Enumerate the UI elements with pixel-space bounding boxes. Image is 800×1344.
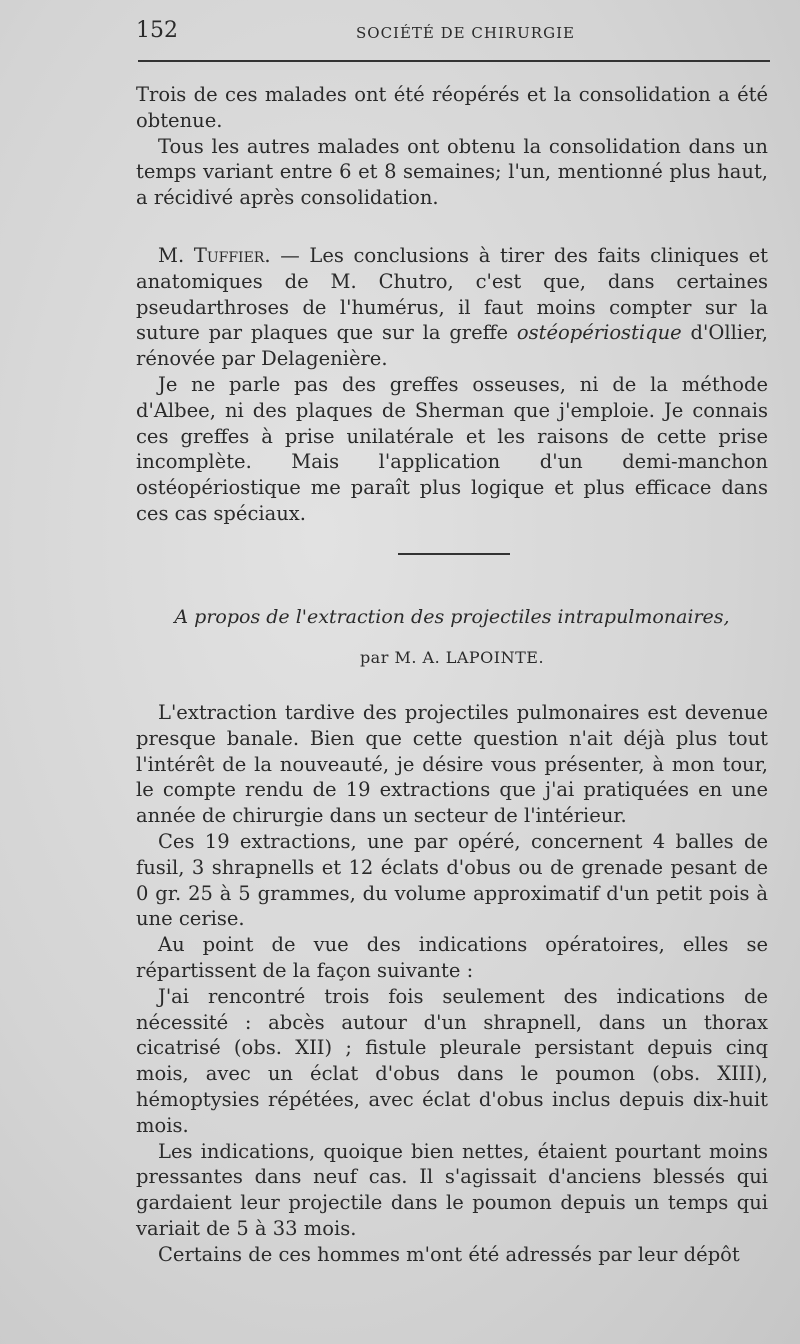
paragraph: Je ne parle pas des greffes osseuses, ni de la méthode d'Albee, ni des plaques de Sherman que j'emploie. Je connais ces greffes à prise unilatérale et les raisons de cette prise incomplète. Mais l'application d'un demi-manchon ostéopériostique me paraît plus logique et plus efficace dans ces cas spéciaux. — [136, 372, 768, 525]
paragraph: L'extraction tardive des projectiles pulmonaires est devenue presque banale. Bien que cette question n'ait déjà plus tout l'intérêt de la nouveauté, je désire vous présenter, à mon tour, le compte rendu de 19 extractions que j'ai pratiquées en une année de chirurgie dans un secteur de l'intérieur. — [136, 701, 768, 828]
paragraph: Certains de ces hommes m'ont été adressés par leur dépôt — [158, 1242, 740, 1266]
section-chutro-results — [136, 82, 768, 211]
paragraph: Tous les autres malades ont obtenu la consolidation dans un temps variant entre 6 et 8 semaines; l'un, mentionné plus haut, a récidivé après consolidation. — [136, 134, 768, 210]
paragraph: Les indications, quoique bien nettes, étaient pourtant moins pressantes dans neuf cas. Il s'agissait d'anciens blessés qui gardaient leur projectile dans le poumon depuis un temps qui variait de 5 à 33 mois. — [136, 1139, 768, 1240]
paragraph: Trois de ces malades ont été réopérés et la consolidation a été obtenue. — [136, 83, 768, 132]
paragraph — [136, 243, 768, 372]
article-title: A propos de l'extraction des projectiles intrapulmonaires, — [174, 606, 730, 628]
paragraph: J'ai rencontré trois fois seulement des indications de nécessité : abcès autour d'un shrapnell, dans un thorax cicatrisé (obs. XII) ; fistule pleurale persistant depuis cinq mois, avec un éclat d'obus dans le poumon (obs. XIII), hémoptysies répétées, avec éclat d'obus inclus depuis dix-huit mois. — [136, 984, 768, 1137]
italic-term: ostéopériostique — [516, 321, 682, 345]
running-head — [0, 18, 800, 48]
page-number: 152 — [136, 18, 178, 43]
speaker-name: M. Tuffier. — [158, 244, 271, 267]
article-body — [136, 700, 768, 1268]
running-title: SOCIÉTÉ DE CHIRURGIE — [356, 24, 575, 42]
section-tuffier-remarks — [136, 243, 768, 527]
text-run: d'Ollier, rénovée par Delagenière. — [136, 321, 768, 371]
section-divider — [398, 553, 510, 555]
article-byline: par M. A. LAPOINTE. — [359, 648, 545, 667]
header-rule — [138, 60, 770, 62]
text-run: — Les conclusions à tirer des faits cliniques et anatomiques de M. Chutro, c'est que, dans certaines pseudarthroses de l'humérus, il faut moins compter sur la suture par plaques que sur la greffe — [136, 244, 768, 345]
paragraph: Au point de vue des indications opératoires, elles se répartissent de la façon suivante : — [136, 933, 768, 982]
paragraph: Ces 19 extractions, une par opéré, concernent 4 balles de fusil, 3 shrapnells et 12 éclats d'obus ou de grenade pesant de 0 gr. 25 à 5 grammes, du volume approximatif d'un petit pois à une cerise. — [136, 829, 768, 931]
